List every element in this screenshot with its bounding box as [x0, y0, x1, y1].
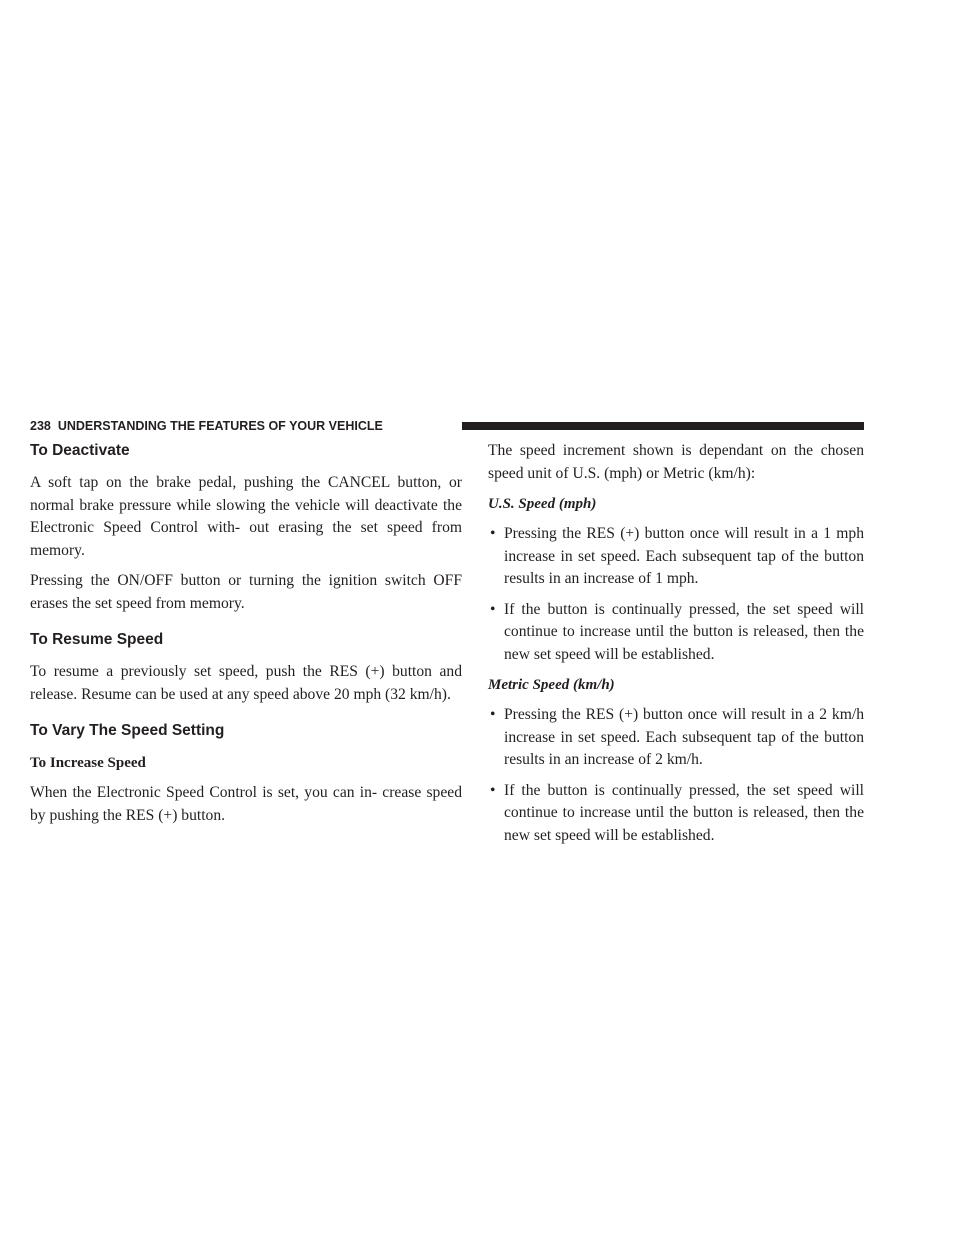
bullet-icon: •: [490, 600, 496, 618]
heading-to-resume-speed: To Resume Speed: [30, 631, 164, 648]
left-column: [30, 440, 462, 835]
list-item: [488, 704, 864, 772]
vary-paragraph: When the Electronic Speed Control is set, you can in- crease speed by pushing the RES (+) button.: [30, 784, 462, 824]
subheading-us-speed: U.S. Speed (mph): [488, 496, 597, 512]
deactivate-paragraph-1: A soft tap on the brake pedal, pushing the CANCEL button, or normal brake pressure while slowing the vehicle will deactivate the Electronic Speed Control with- out erasing the set speed from memory.: [30, 474, 462, 559]
subheading-to-increase-speed: To Increase Speed: [30, 755, 146, 771]
header-rule: [462, 422, 864, 430]
list-item-text: If the button is continually pressed, the set speed will continue to increase until the button is released, then the new set speed will be established.: [504, 600, 864, 663]
list-item: [488, 780, 864, 848]
list-item: [488, 523, 864, 591]
list-item-text: If the button is continually pressed, the set speed will continue to increase until the button is released, then the new set speed will be established.: [504, 781, 864, 844]
page-number: 238: [30, 419, 51, 433]
increment-intro-paragraph: The speed increment shown is dependant on the chosen speed unit of U.S. (mph) or Metric (km/h):: [488, 442, 864, 482]
subheading-metric-speed: Metric Speed (km/h): [488, 677, 615, 693]
heading-to-deactivate: To Deactivate: [30, 442, 130, 459]
deactivate-paragraph-2: Pressing the ON/OFF button or turning the ignition switch OFF erases the set speed from memory.: [30, 572, 462, 612]
bullet-icon: •: [490, 781, 496, 799]
header-text: [30, 418, 391, 434]
chapter-title: UNDERSTANDING THE FEATURES OF YOUR VEHICLE: [57, 419, 383, 433]
right-column: [488, 440, 864, 855]
bullet-icon: •: [490, 706, 496, 723]
page-header: [30, 418, 864, 434]
us-speed-list: [488, 523, 864, 666]
resume-paragraph: To resume a previously set speed, push the RES (+) button and release. Resume can be used at any speed above 20 mph (32 km/h).: [30, 663, 462, 703]
metric-speed-list: [488, 704, 864, 847]
list-item: [488, 599, 864, 667]
list-item-text: Pressing the RES (+) button once will result in a 2 km/h increase in set speed. Each subsequent tap of the button results in an increase of 2 km/h.: [504, 706, 864, 768]
bullet-icon: •: [490, 525, 496, 542]
list-item-text: Pressing the RES (+) button once will result in a 1 mph increase in set speed. Each subsequent tap of the button results in an increase of 1 mph.: [504, 525, 864, 587]
heading-to-vary-speed: To Vary The Speed Setting: [30, 722, 225, 739]
